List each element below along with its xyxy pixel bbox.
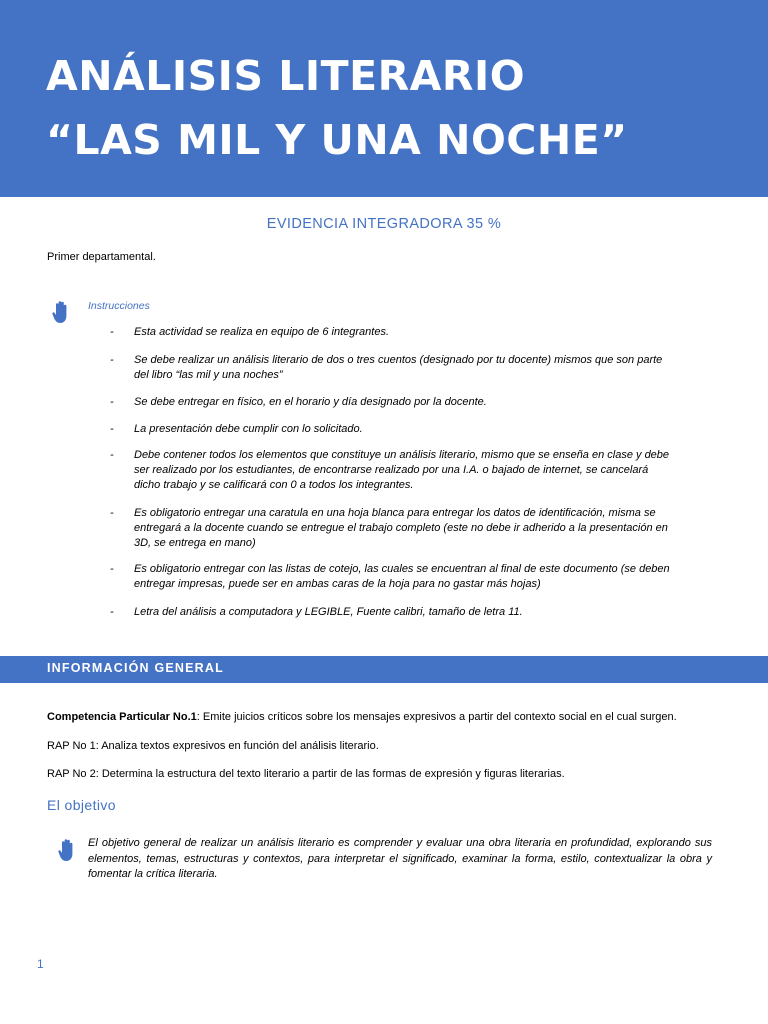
instructions-label: Instrucciones bbox=[88, 300, 150, 312]
document-title-line-1: ANÁLISIS LITERARIO bbox=[46, 52, 526, 100]
rap-2: RAP No 2: Determina la estructura del texto literario a partir de las formas de expresión y figuras literarias. bbox=[47, 768, 565, 780]
list-item: - Es obligatorio entregar con las listas de cotejo, las cuales se encuentran al final de este documento (se deben entregar impresas, puede ser en ambas caras de la hoja para no gastar más hojas) bbox=[110, 563, 670, 590]
document-title-line-2: “LAS MIL Y UNA NOCHE” bbox=[46, 116, 628, 164]
competencia-label: Competencia Particular No.1 bbox=[47, 711, 197, 723]
list-item: - Es obligatorio entregar una caratula en una hoja blanca para entregar los datos de identificación, misma se entregará a la docente cuando se entregue el trabajo completo (este no debe ir adherido a la presentación en 3D, se entrega en mano) bbox=[110, 507, 668, 549]
primer-departamental: Primer departamental. bbox=[47, 251, 156, 263]
list-item: - Esta actividad se realiza en equipo de 6 integrantes. bbox=[110, 326, 389, 338]
hand-icon bbox=[57, 838, 79, 864]
list-item: - La presentación debe cumplir con lo solicitado. bbox=[110, 423, 363, 435]
competencia-paragraph bbox=[47, 711, 677, 723]
list-item: - Se debe realizar un análisis literario de dos o tres cuentos (designado por tu docente) mismos que son parte del libro “las mil y una noches” bbox=[110, 354, 663, 381]
rap-1: RAP No 1: Analiza textos expresivos en función del análisis literario. bbox=[47, 740, 379, 752]
competencia-text: : Emite juicios críticos sobre los mensajes expresivos a partir del contexto social en el cual surgen. bbox=[196, 711, 677, 723]
hand-icon bbox=[51, 300, 73, 326]
evidence-subtitle: EVIDENCIA INTEGRADORA 35 % bbox=[266, 216, 502, 232]
list-item: - Letra del análisis a computadora y LEGIBLE, Fuente calibri, tamaño de letra 11. bbox=[110, 606, 523, 618]
list-item: - Debe contener todos los elementos que constituye un análisis literario, mismo que se enseña en clase y debe ser realizado por los estudiantes, de encontrarse realizado por una I.A. o bajado de internet, se cancelará dicho trabajo y se calificará con 0 a todos los integrantes. bbox=[110, 449, 670, 491]
objective-text: El objetivo general de realizar un análisis literario es comprender y evaluar una obra literaria en profundidad, explorando sus elementos, temas, estructuras y contextos, para interpretar el significado, examinar la forma, estilo, contextualizar la obra y fomentar la crítica literaria. bbox=[88, 837, 712, 880]
page-number: 1 bbox=[37, 957, 44, 971]
section-title-general: INFORMACIÓN GENERAL bbox=[47, 661, 224, 675]
objective-heading: El objetivo bbox=[47, 797, 116, 813]
list-item: - Se debe entregar en físico, en el horario y día designado por la docente. bbox=[110, 396, 487, 408]
